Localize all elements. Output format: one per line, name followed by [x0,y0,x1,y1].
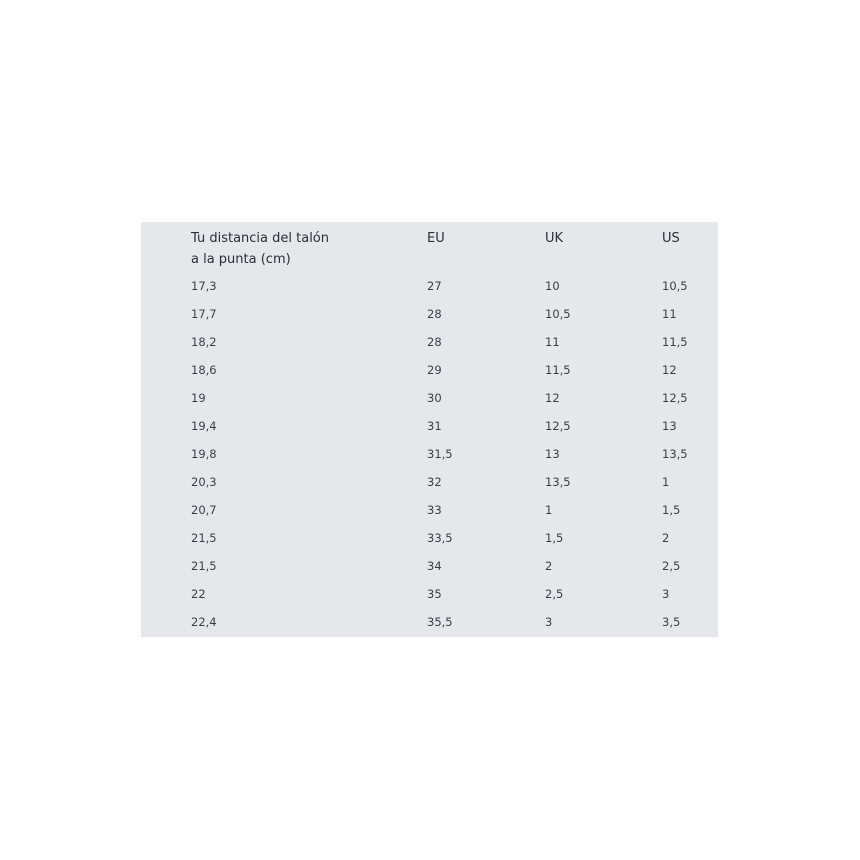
eu-size-cell: 31,5 [427,447,453,461]
eu-size-cell: 33,5 [427,531,453,545]
eu-size-cell: 35,5 [427,615,453,629]
table-row [141,333,718,361]
eu-size-cell: 32 [427,475,442,489]
us-size-cell: 2,5 [662,559,681,573]
us-size-cell: 10,5 [662,279,688,293]
us-size-cell: 11,5 [662,335,688,349]
eu-size-cell: 27 [427,279,442,293]
header-uk-label: UK [545,231,564,246]
header-us [662,228,680,249]
uk-size-cell: 1 [545,503,553,517]
foot-length-cell: 21,5 [191,559,217,573]
uk-size-cell: 13,5 [545,475,571,489]
us-size-cell: 13,5 [662,447,688,461]
us-size-cell: 13 [662,419,677,433]
us-size-cell: 1,5 [662,503,681,517]
foot-length-cell: 20,3 [191,475,217,489]
us-size-cell: 3 [662,587,670,601]
header-uk [545,228,563,249]
table-row [141,305,718,333]
table-row [141,473,718,501]
table-row [141,585,718,613]
uk-size-cell: 2 [545,559,553,573]
foot-length-cell: 20,7 [191,503,217,517]
table-row [141,501,718,529]
foot-length-cell: 19,4 [191,419,217,433]
foot-length-cell: 19,8 [191,447,217,461]
header-foot-length-line-1: Tu distancia del talón [191,231,329,246]
us-size-cell: 11 [662,307,677,321]
eu-size-cell: 29 [427,363,442,377]
table-row [141,361,718,389]
uk-size-cell: 3 [545,615,553,629]
foot-length-cell: 22 [191,587,206,601]
table-row [141,445,718,473]
foot-length-cell: 21,5 [191,531,217,545]
eu-size-cell: 31 [427,419,442,433]
uk-size-cell: 2,5 [545,587,564,601]
table-row [141,389,718,417]
eu-size-cell: 28 [427,307,442,321]
foot-length-cell: 17,7 [191,307,217,321]
foot-length-cell: 22,4 [191,615,217,629]
us-size-cell: 12,5 [662,391,688,405]
us-size-cell: 1 [662,475,670,489]
uk-size-cell: 11 [545,335,560,349]
us-size-cell: 2 [662,531,670,545]
uk-size-cell: 10,5 [545,307,571,321]
table-body [141,277,718,641]
eu-size-cell: 30 [427,391,442,405]
table-row [141,529,718,557]
foot-length-cell: 18,2 [191,335,217,349]
header-eu [427,228,445,249]
uk-size-cell: 12,5 [545,419,571,433]
uk-size-cell: 13 [545,447,560,461]
header-us-label: US [662,231,680,246]
foot-length-cell: 17,3 [191,279,217,293]
header-eu-label: EU [427,231,445,246]
eu-size-cell: 33 [427,503,442,517]
table-row [141,277,718,305]
uk-size-cell: 11,5 [545,363,571,377]
eu-size-cell: 34 [427,559,442,573]
uk-size-cell: 12 [545,391,560,405]
foot-length-cell: 18,6 [191,363,217,377]
table-row [141,613,718,641]
eu-size-cell: 35 [427,587,442,601]
uk-size-cell: 10 [545,279,560,293]
us-size-cell: 12 [662,363,677,377]
header-foot-length-line-2: a la punta (cm) [191,252,291,267]
size-chart-table [141,222,718,637]
table-header-row [141,228,718,278]
header-foot-length [191,228,329,270]
us-size-cell: 3,5 [662,615,681,629]
table-row [141,417,718,445]
foot-length-cell: 19 [191,391,206,405]
eu-size-cell: 28 [427,335,442,349]
table-row [141,557,718,585]
uk-size-cell: 1,5 [545,531,564,545]
